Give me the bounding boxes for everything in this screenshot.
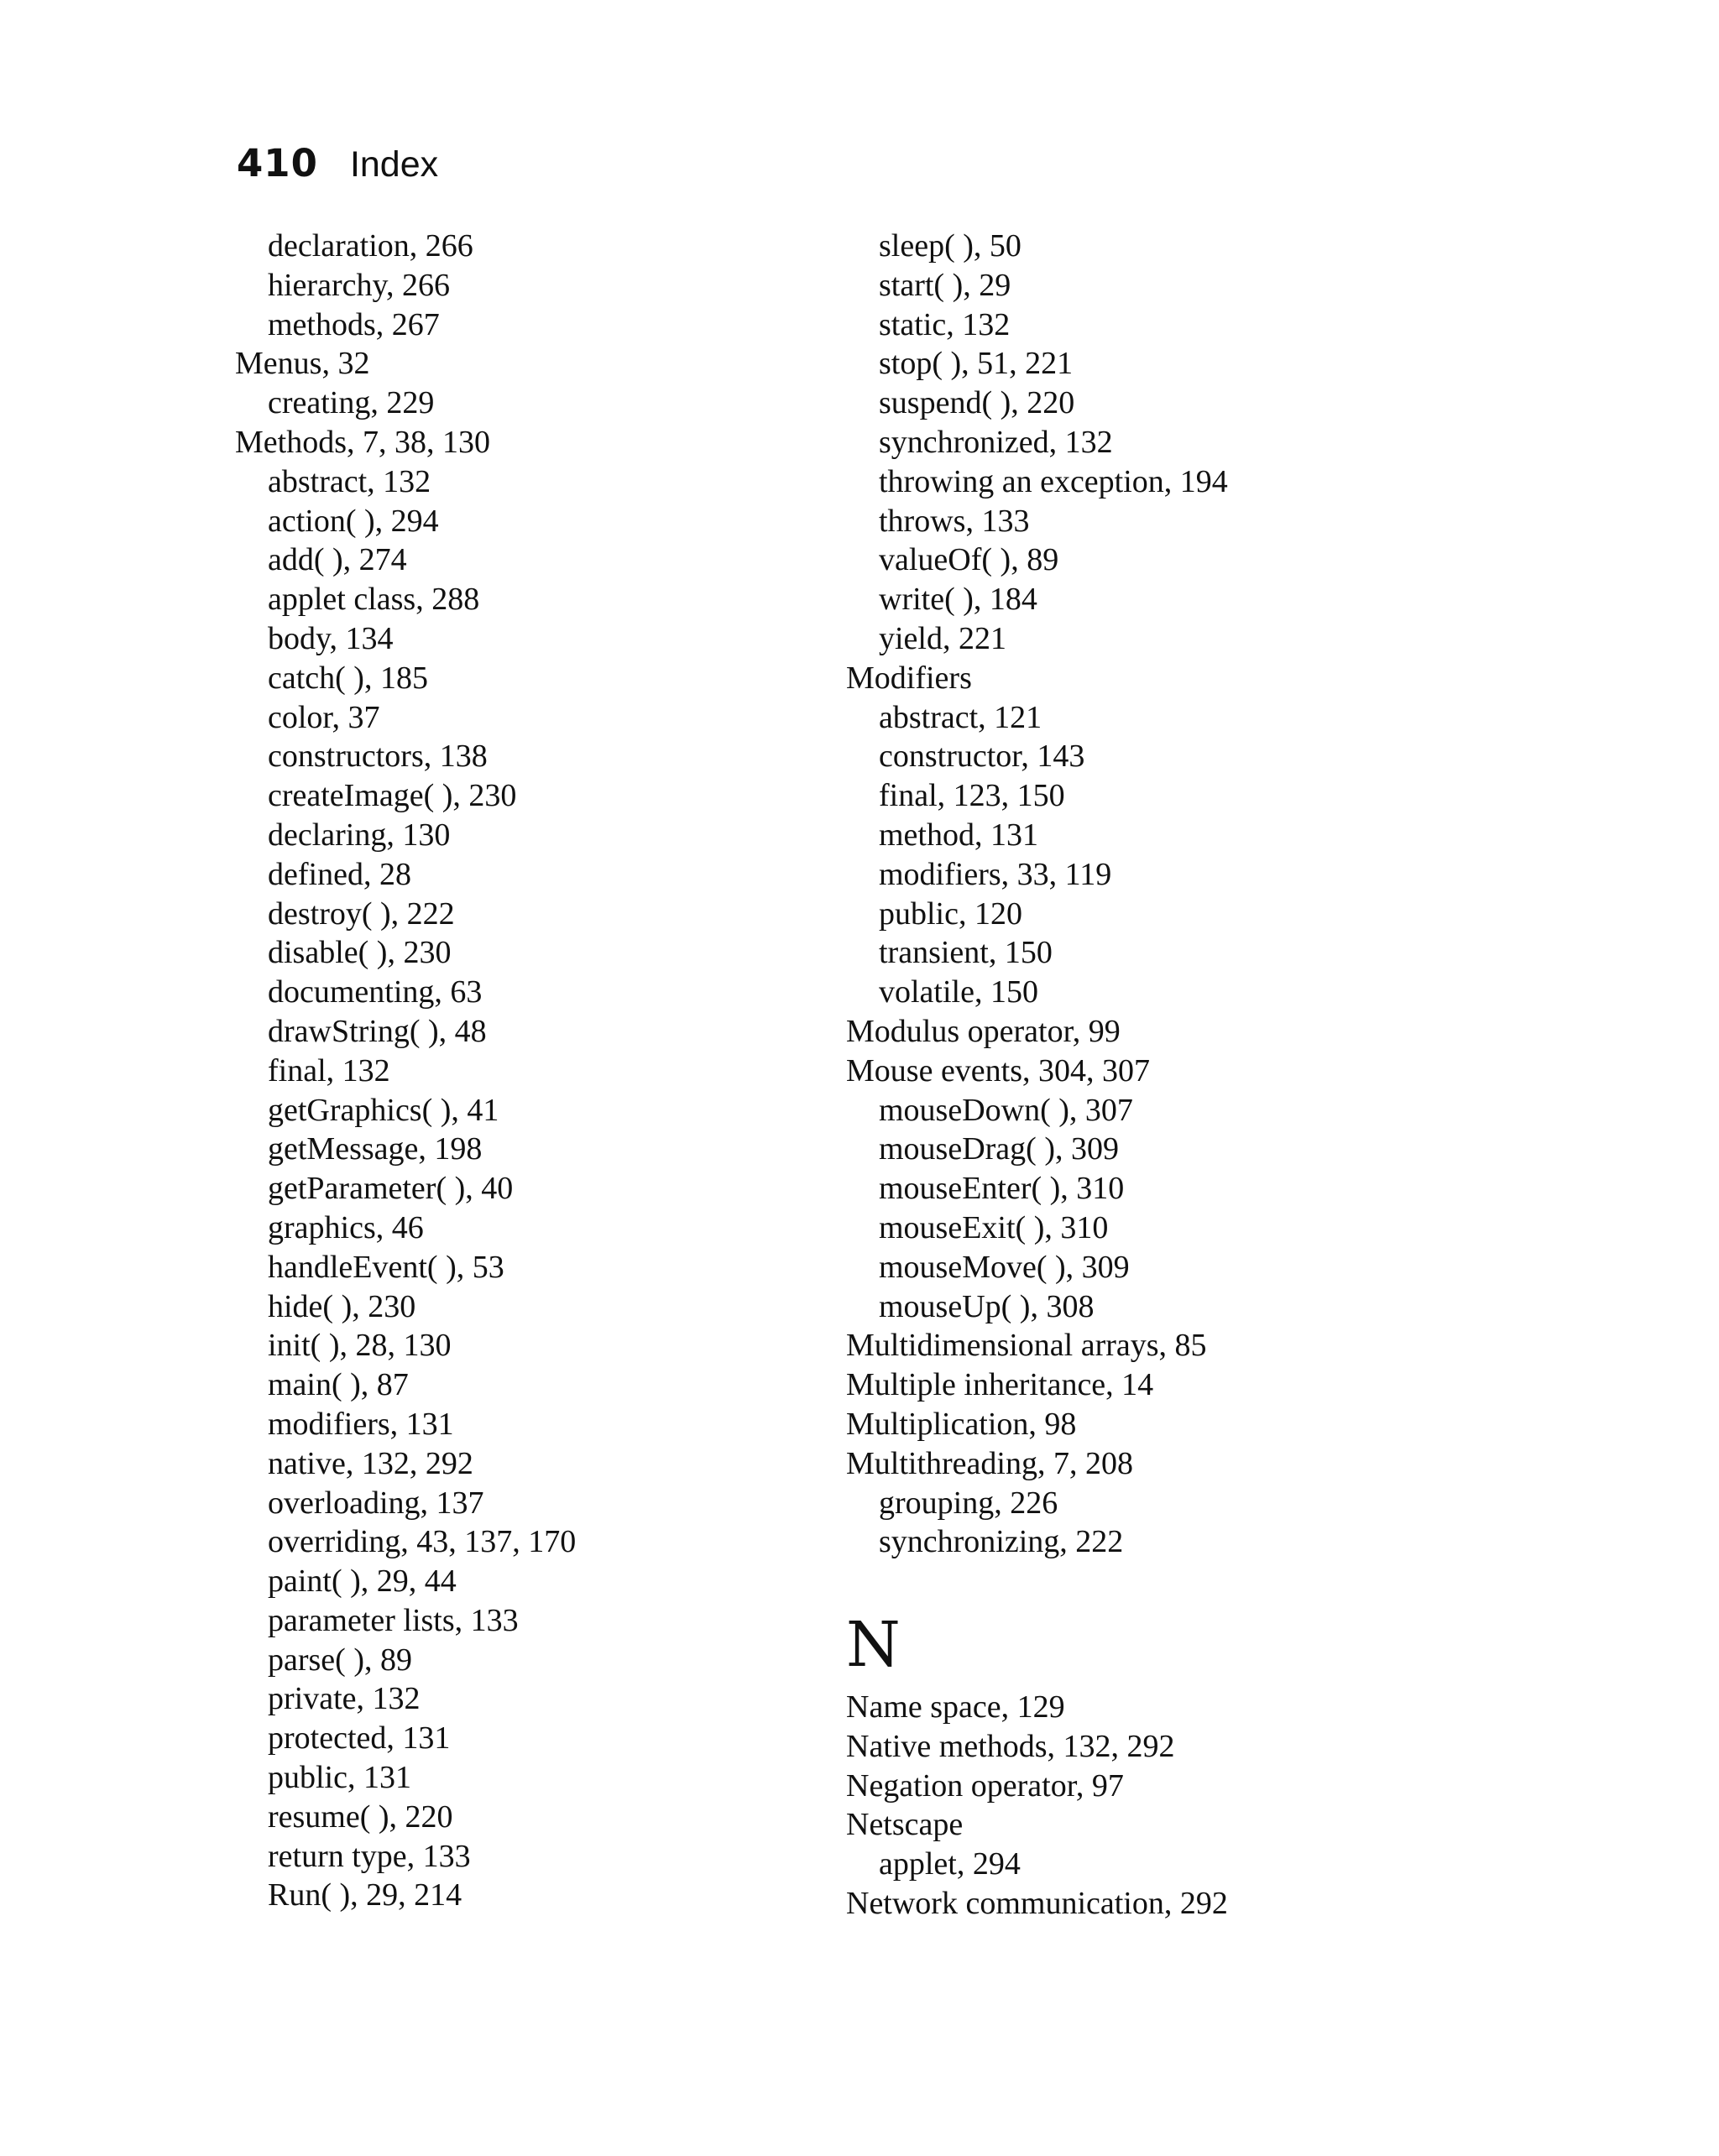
index-subentry: init( ), 28, 130 (268, 1328, 452, 1364)
index-subentry: write( ), 184 (879, 582, 1037, 618)
index-subentry: declaration, 266 (268, 228, 473, 264)
index-subentry: protected, 131 (268, 1720, 451, 1757)
index-subentry: parameter lists, 133 (268, 1602, 519, 1638)
running-head: Index (349, 144, 439, 185)
index-subentry: abstract, 121 (879, 699, 1042, 735)
index-subentry: grouping, 226 (879, 1485, 1058, 1521)
page-header (237, 141, 438, 200)
page-number: 410 (237, 141, 318, 185)
index-entry: Menus, 32 (235, 346, 370, 382)
index-entry: Negation operator, 97 (846, 1767, 1124, 1804)
index-subentry: overloading, 137 (268, 1485, 484, 1521)
index-subentry: abstract, 132 (268, 463, 431, 499)
index-subentry: applet, 294 (879, 1846, 1021, 1882)
index-subentry: overriding, 43, 137, 170 (268, 1524, 577, 1560)
index-entry: Netscape (846, 1807, 964, 1843)
index-subentry: getMessage, 198 (268, 1131, 483, 1167)
index-subentry: modifiers, 33, 119 (879, 856, 1112, 892)
index-entry: Mouse events, 304, 307 (846, 1052, 1151, 1088)
index-subentry: creating, 229 (268, 385, 435, 421)
index-subentry: getGraphics( ), 41 (268, 1092, 499, 1128)
index-entry: Multiple inheritance, 14 (846, 1367, 1154, 1403)
index-subentry: yield, 221 (879, 620, 1006, 656)
index-subentry: public, 131 (268, 1760, 411, 1796)
index-subentry: throws, 133 (879, 503, 1030, 539)
index-subentry: catch( ), 185 (268, 660, 428, 696)
index-subentry: mouseDown( ), 307 (879, 1092, 1133, 1128)
index-subentry: mouseExit( ), 310 (879, 1209, 1109, 1245)
index-subentry: hierarchy, 266 (268, 267, 450, 303)
index-entry: Multiplication, 98 (846, 1406, 1077, 1442)
index-group-n (846, 1688, 1484, 1924)
index-subentry: body, 134 (268, 620, 394, 656)
index-subentry: synchronizing, 222 (879, 1524, 1124, 1560)
index-subentry: method, 131 (879, 817, 1038, 853)
index-subentry: declaring, 130 (268, 817, 451, 853)
index-subentry: color, 37 (268, 699, 380, 735)
index-subentry: static, 132 (879, 306, 1011, 342)
index-subentry: mouseEnter( ), 310 (879, 1171, 1125, 1207)
index-subentry: final, 132 (268, 1052, 390, 1088)
index-subentry: return type, 133 (268, 1838, 471, 1874)
index-entry: Multidimensional arrays, 85 (846, 1328, 1207, 1364)
index-column-left (235, 227, 839, 1915)
index-subentry: synchronized, 132 (879, 424, 1113, 460)
index-subentry: private, 132 (268, 1681, 421, 1717)
index-entry: Name space, 129 (846, 1689, 1065, 1725)
index-subentry: graphics, 46 (268, 1209, 424, 1245)
index-subentry: destroy( ), 222 (268, 895, 455, 932)
index-subentry: main( ), 87 (268, 1367, 409, 1403)
index-subentry: volatile, 150 (879, 974, 1038, 1010)
index-subentry: final, 123, 150 (879, 778, 1065, 814)
index-subentry: createImage( ), 230 (268, 778, 517, 814)
index-subentry: native, 132, 292 (268, 1445, 473, 1481)
index-subentry: methods, 267 (268, 306, 440, 342)
index-subentry: hide( ), 230 (268, 1288, 416, 1324)
index-subentry: add( ), 274 (268, 542, 407, 578)
index-entry: Methods, 7, 38, 130 (235, 424, 490, 460)
index-subentry: defined, 28 (268, 856, 411, 892)
index-subentry: throwing an exception, 194 (879, 463, 1228, 499)
index-subentry: applet class, 288 (268, 582, 480, 618)
index-entry: Modifiers (846, 660, 972, 696)
index-subentry: stop( ), 51, 221 (879, 346, 1074, 382)
index-subentry: parse( ), 89 (268, 1642, 412, 1678)
index-subentry: drawString( ), 48 (268, 1013, 487, 1049)
index-subentry: start( ), 29 (879, 267, 1011, 303)
index-subentry: mouseDrag( ), 309 (879, 1131, 1119, 1167)
index-subentry: paint( ), 29, 44 (268, 1563, 457, 1600)
index-subentry: modifiers, 131 (268, 1406, 454, 1442)
index-entry: Modulus operator, 99 (846, 1013, 1121, 1049)
index-subentry: sleep( ), 50 (879, 228, 1021, 264)
index-subentry: transient, 150 (879, 935, 1053, 971)
index-subentry: resume( ), 220 (268, 1798, 453, 1835)
section-letter-heading: N (846, 1609, 901, 1682)
index-group-m (846, 227, 1484, 1562)
index-subentry: mouseMove( ), 309 (879, 1249, 1130, 1285)
index-subentry: constructors, 138 (268, 739, 488, 775)
index-subentry: public, 120 (879, 895, 1022, 932)
index-subentry: suspend( ), 220 (879, 385, 1075, 421)
index-subentry: action( ), 294 (268, 503, 439, 539)
index-subentry: handleEvent( ), 53 (268, 1249, 504, 1285)
index-subentry: Run( ), 29, 214 (268, 1877, 462, 1913)
index-subentry: valueOf( ), 89 (879, 542, 1059, 578)
index-subentry: documenting, 63 (268, 974, 483, 1010)
index-column-right (846, 227, 1484, 1924)
index-entry: Network communication, 292 (846, 1886, 1228, 1922)
index-subentry: mouseUp( ), 308 (879, 1288, 1095, 1324)
index-entry: Native methods, 132, 292 (846, 1728, 1175, 1764)
index-subentry: disable( ), 230 (268, 935, 452, 971)
index-entry: Multithreading, 7, 208 (846, 1445, 1133, 1481)
index-subentry: getParameter( ), 40 (268, 1171, 514, 1207)
index-subentry: constructor, 143 (879, 739, 1085, 775)
